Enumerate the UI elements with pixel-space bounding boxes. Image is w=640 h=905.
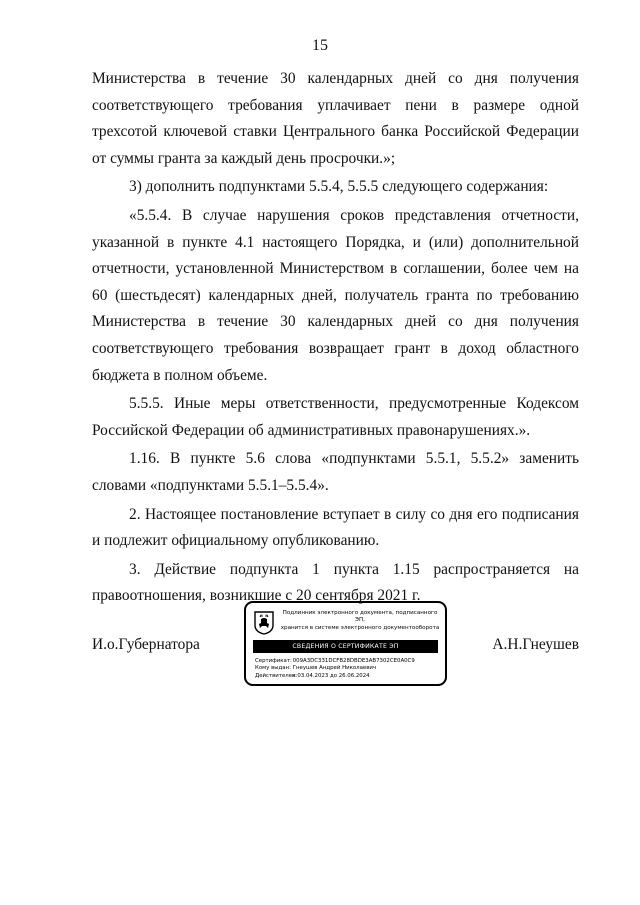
signer-name: А.Н.Гнеушев xyxy=(492,636,579,653)
paragraph-continuation: Министерства в течение 30 календарных дней со дня получения соответствующего требования уплачивает пени в размере одной трехсотой ключевой ставки Центрального банка Российской Федерации от суммы гранта за каждый день просрочки.»; xyxy=(92,70,579,167)
signer-title: И.о.Губернатора xyxy=(92,636,200,653)
validity-row xyxy=(255,673,443,680)
deer-emblem-icon xyxy=(254,611,274,635)
document-body xyxy=(92,66,579,610)
stamp-header-line: Подлинник электронного документа, подписанного ЭП, xyxy=(282,610,438,624)
paragraph-5-5-4: «5.5.4. В случае нарушения сроков представления отчетности, указанной в пункте 4.1 настоящего Порядка, и (или) дополнительной отчетности, установленной Министерством в соглашении, более чем на 60 (шестьдесят) календарных дней, получатель гранта по требованию Министерства в течение 30 календарных дней со дня получения соответствующего требования возвращает грант в доход областного бюджета в полном объеме. xyxy=(92,206,579,384)
stamp-certificate-band: СВЕДЕНИЯ О СЕРТИФИКАТЕ ЭП xyxy=(253,640,438,653)
validity-label: Действителен: xyxy=(255,672,298,679)
page-number: 15 xyxy=(312,37,328,54)
certificate-label: Сертификат: xyxy=(255,658,292,664)
paragraph-item-3: 3) дополнить подпунктами 5.5.4, 5.5.5 следующего содержания: xyxy=(129,178,549,196)
stamp-header xyxy=(278,610,442,632)
issued-to-label: Кому выдан: xyxy=(255,665,291,672)
paragraph-2: 2. Настоящее постановление вступает в силу со дня его подписания и подлежит официальному опубликованию. xyxy=(92,505,579,550)
stamp-header-line: хранится в системе электронного документооборота xyxy=(280,624,440,631)
paragraph-5-5-5: 5.5.5. Иные меры ответственности, предусмотренные Кодексом Российской Федерации об административных правонарушениях.». xyxy=(92,395,579,439)
stamp-details xyxy=(255,658,443,680)
paragraph-1-16: 1.16. В пункте 5.6 слова «подпунктами 5.5.1, 5.5.2» заменить словами «подпунктами 5.5.1–5.5.4». xyxy=(92,450,579,494)
issued-to-value: Гнеушев Андрей Николаевич xyxy=(292,665,377,672)
issued-to-row xyxy=(255,665,443,672)
electronic-signature-stamp xyxy=(244,601,447,686)
paragraph-3: 3. Действие подпункта 1 пункта 1.15 распространяется на правоотношения, возникшие с 20 сентября 2021 г. xyxy=(92,560,579,605)
certificate-value: 009A3DC331DCFB28DBDE3AB7302CE0A0C9 xyxy=(292,658,415,664)
validity-value: с 03.04.2023 до 26.06.2024 xyxy=(292,672,370,679)
